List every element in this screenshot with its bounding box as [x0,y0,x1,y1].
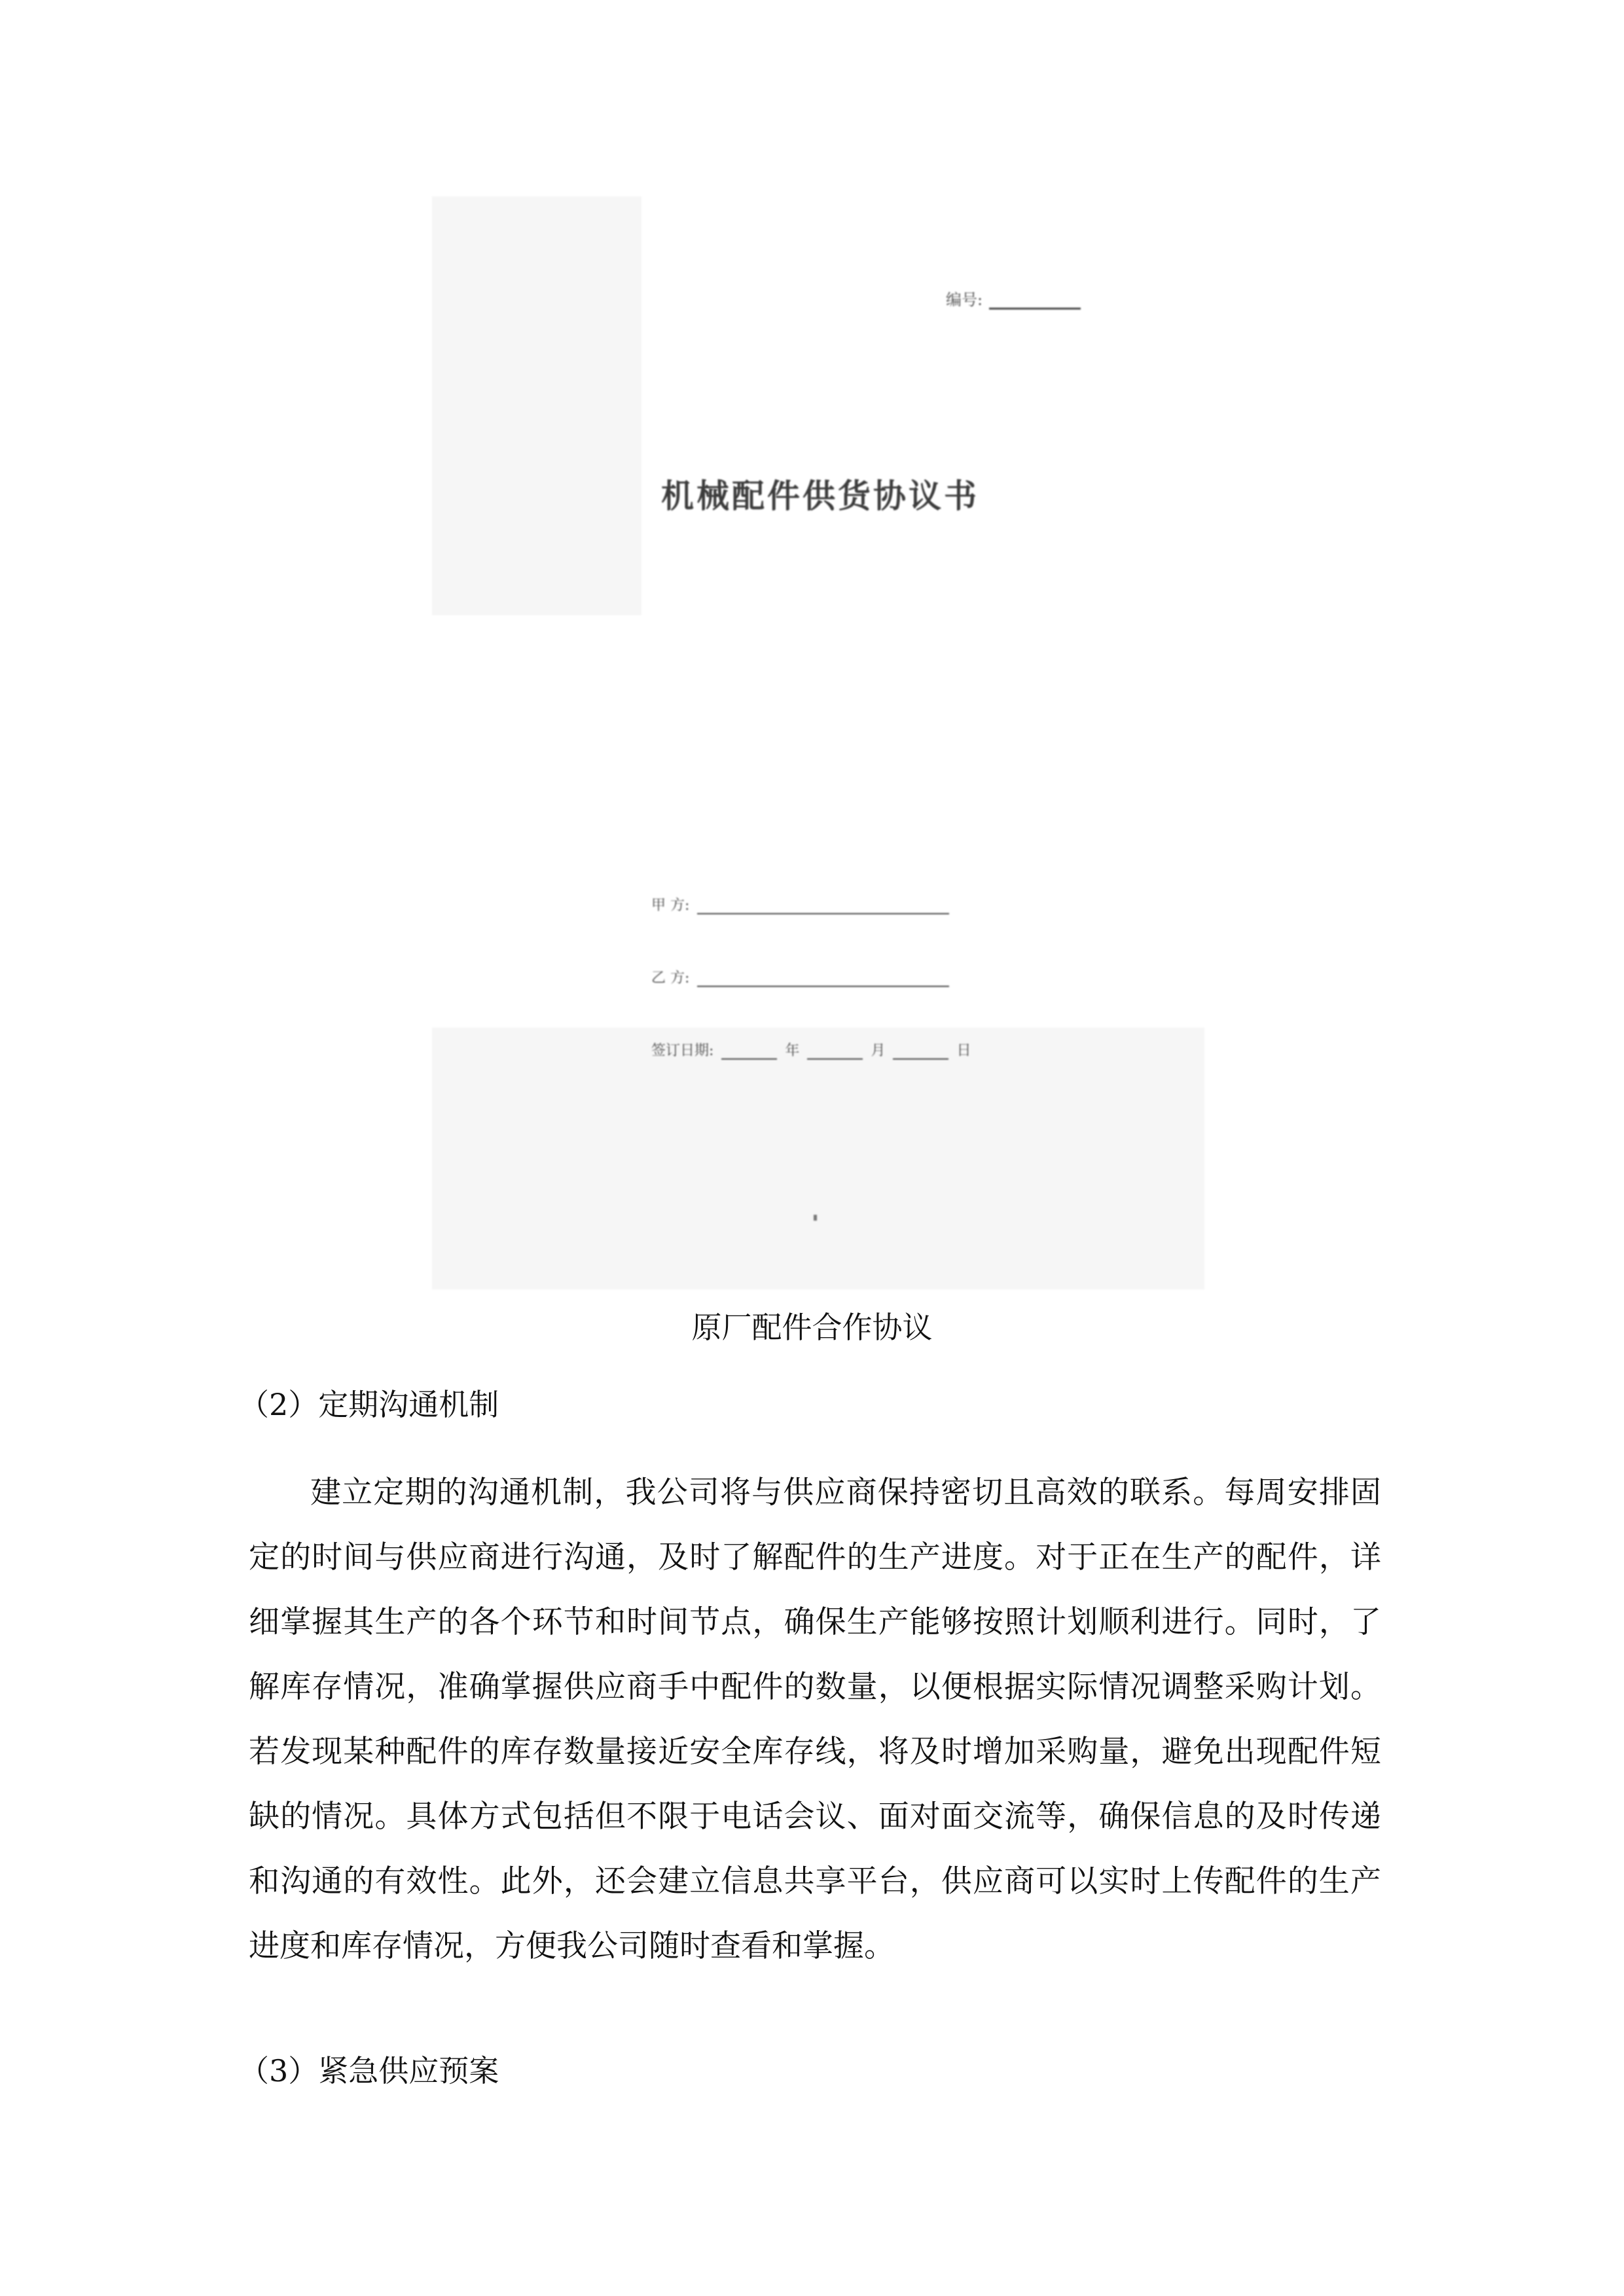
agreement-cover-image [419,196,1204,1289]
cover-party-a-line [697,900,949,914]
cover-number-field [946,287,1081,310]
cover-number-label: 编号: [946,291,983,309]
cover-page-mark [814,1215,817,1221]
section-2-heading: （2）定期沟通机制 [239,1387,499,1422]
cover-day-label: 日 [956,1043,971,1059]
section-2-paragraph: 建立定期的沟通机制，我公司将与供应商保持密切且高效的联系。每周安排固定的时间与供应商进行沟通，及时了解配件的生产进度。对于正在生产的配件，详细掌握其生产的各个环节和时间节点，确保生产能够按照计划顺利进行。同时，了解库存情况，准确掌握供应商手中配件的数量，以便根据实际情况调整采购计划。若发现某种配件的库存数量接近安全库存线，将及时增加采购量，避免出现配件短缺的情况。具体方式包括但不限于电话会议、面对面交流等，确保信息的及时传递和沟通的有效性。此外，还会建立信息共享平台，供应商可以实时上传配件的生产进度和库存情况，方便我公司随时查看和掌握。 [249,1475,1381,1964]
cover-shade-top [432,196,641,615]
cover-party-a-field [651,894,949,914]
cover-day-line [893,1045,948,1060]
cover-month-line [807,1045,863,1060]
cover-sign-date-field [651,1039,971,1060]
cover-month-label: 月 [871,1043,886,1059]
cover-year-label: 年 [785,1043,800,1059]
cover-title: 机械配件供货协议书 [661,476,979,515]
figure-caption: 原厂配件合作协议 [691,1310,933,1345]
section-3-heading: （3）紧急供应预案 [239,2053,499,2089]
cover-party-b-field [651,967,949,987]
cover-party-a-label: 甲 方: [651,897,690,914]
cover-party-b-label: 乙 方: [651,970,690,986]
cover-year-line [721,1045,777,1060]
cover-number-line [989,293,1081,310]
cover-party-b-line [697,973,949,987]
cover-sign-date-label: 签订日期: [651,1043,714,1059]
cover-shade-bottom [432,1028,1204,1289]
